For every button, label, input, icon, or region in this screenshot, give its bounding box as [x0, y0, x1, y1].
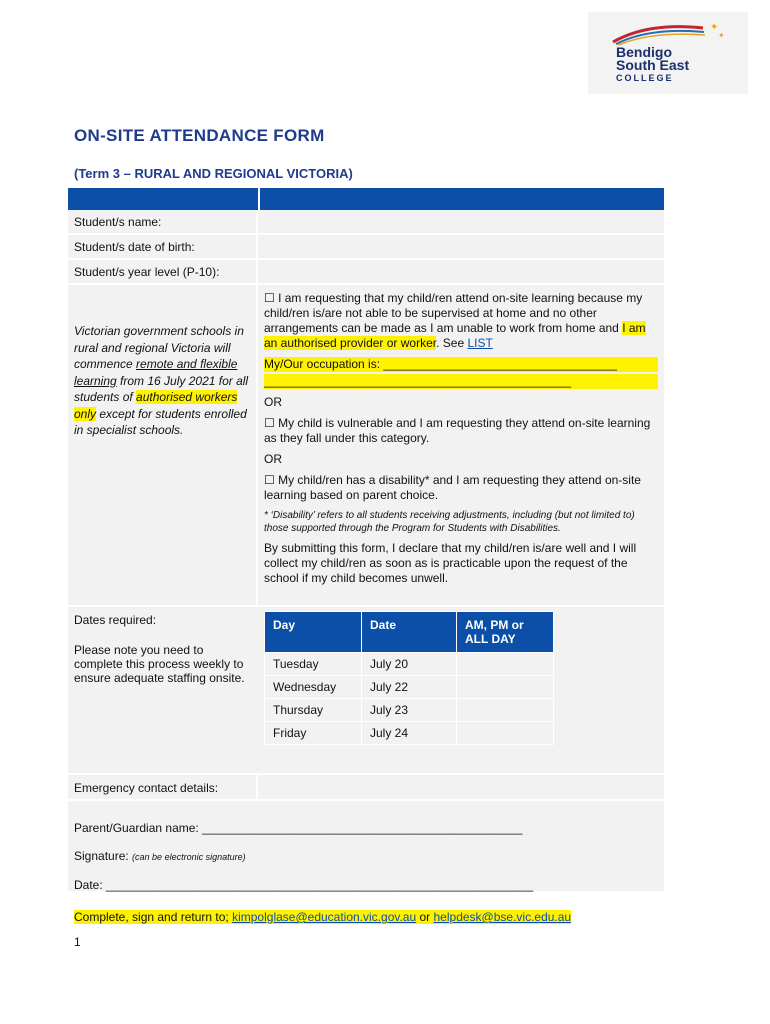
student-dob-label: Student/s date of birth:	[74, 240, 195, 254]
options-cell	[256, 285, 664, 605]
list-link[interactable]: LIST	[467, 336, 493, 350]
parent-name-field[interactable]: Parent/Guardian name: ________________________________________________	[74, 821, 523, 835]
emergency-label: Emergency contact details:	[74, 781, 219, 795]
policy-remote: remote and flexible learning	[74, 357, 238, 388]
school-logo	[588, 12, 748, 94]
dates-row	[68, 607, 664, 775]
ampm-cell[interactable]	[457, 676, 554, 699]
student-name-field[interactable]	[256, 210, 664, 233]
student-year-label: Student/s year level (P-10):	[74, 265, 220, 279]
form-title: ON-SITE ATTENDANCE FORM	[74, 126, 325, 145]
ampm-cell[interactable]	[457, 722, 554, 745]
date-header: Date	[362, 612, 457, 653]
table-row	[265, 722, 554, 745]
or-label-2: OR	[264, 452, 282, 466]
student-name-row	[68, 210, 664, 235]
ampm-cell[interactable]	[457, 653, 554, 676]
logo-line3: COLLEGE	[616, 73, 674, 83]
table-row	[265, 653, 554, 676]
signature-note: (can be electronic signature)	[132, 852, 246, 862]
signature-label: Signature:	[74, 849, 133, 863]
table-row	[265, 676, 554, 699]
option-disability[interactable]: ☐ My child/ren has a disability* and I am requesting they attend on-site learning based on parent choice.	[264, 473, 641, 502]
signature-block	[68, 801, 664, 893]
policy-text3: except for students enrolled in specialist schools.	[74, 406, 247, 437]
emergency-row	[68, 775, 664, 801]
dates-table	[264, 611, 554, 745]
return-instructions: Complete, sign and return to; kimpolglase@education.vic.gov.au or helpdesk@bse.vic.edu.au	[74, 910, 572, 924]
policy-text2: from 16 July 2021 for all students of	[74, 373, 249, 404]
table-row	[265, 699, 554, 722]
form-header-bar	[68, 188, 664, 210]
option1-highlight: I am an authorised provider or worker	[264, 321, 646, 350]
email-link-1[interactable]: kimpolglase@education.vic.gov.au	[232, 910, 417, 924]
attendance-form	[68, 188, 664, 893]
dates-note: Please note you need to complete this process weekly to ensure adequate staffing onsite.	[74, 643, 245, 685]
student-name-label: Student/s name:	[74, 215, 162, 229]
student-dob-row	[68, 235, 664, 260]
logo-arc-icon	[608, 18, 728, 46]
logo-line2: South East	[616, 57, 690, 73]
date-cell: July 24	[362, 722, 457, 745]
signature-field[interactable]	[74, 849, 658, 864]
occupation-field[interactable]: My/Our occupation is: ___________________________________	[264, 357, 658, 372]
page-number: 1	[74, 935, 81, 949]
policy-text1: Victorian government schools in rural and regional Victoria will commence	[74, 324, 244, 371]
svg-text:✦: ✦	[718, 31, 725, 40]
option-authorised-worker[interactable]: ☐ I am requesting that my child/ren attend on-site learning because my child/ren is/are not able to be supervised at home and no other arrangements can be made as I am unable to work from home and I am an authorised provider or worker. See LIST	[264, 291, 646, 350]
logo-line1: Bendigo	[616, 44, 672, 60]
date-field[interactable]: Date: ________________________________________________________________	[74, 878, 534, 892]
ampm-cell[interactable]	[457, 699, 554, 722]
student-dob-field[interactable]	[256, 235, 664, 258]
options-row	[68, 285, 664, 607]
policy-authorised: authorised workers only	[74, 390, 238, 421]
emergency-field[interactable]	[256, 775, 664, 799]
policy-note	[68, 285, 256, 605]
option-vulnerable[interactable]: ☐ My child is vulnerable and I am requesting they attend on-site learning as they fall under this category.	[264, 416, 651, 445]
ampm-header: AM, PM or ALL DAY	[457, 612, 554, 653]
declaration-text: By submitting this form, I declare that my child/ren is/are well and I will collect my child/ren as soon as is practicable upon the request of the school if my child becomes unwell.	[264, 541, 637, 585]
date-cell: July 23	[362, 699, 457, 722]
day-cell: Thursday	[265, 699, 362, 722]
day-cell: Tuesday	[265, 653, 362, 676]
day-cell: Wednesday	[265, 676, 362, 699]
date-cell: July 20	[362, 653, 457, 676]
date-cell: July 22	[362, 676, 457, 699]
email-link-2[interactable]: helpdesk@bse.vic.edu.au	[433, 910, 572, 924]
day-header: Day	[265, 612, 362, 653]
dates-label: Dates required:	[74, 613, 157, 627]
form-subtitle: (Term 3 – RURAL AND REGIONAL VICTORIA)	[74, 166, 353, 181]
or-label-1: OR	[264, 395, 282, 409]
student-year-row	[68, 260, 664, 285]
disability-footnote: * ‘Disability’ refers to all students receiving adjustments, including (but not limited to) those supported through the Program for Students with Disabilities.	[264, 510, 635, 534]
day-cell: Friday	[265, 722, 362, 745]
student-year-field[interactable]	[256, 260, 664, 283]
svg-text:✦: ✦	[710, 22, 719, 33]
occupation-line[interactable]: ______________________________________________	[264, 374, 658, 389]
